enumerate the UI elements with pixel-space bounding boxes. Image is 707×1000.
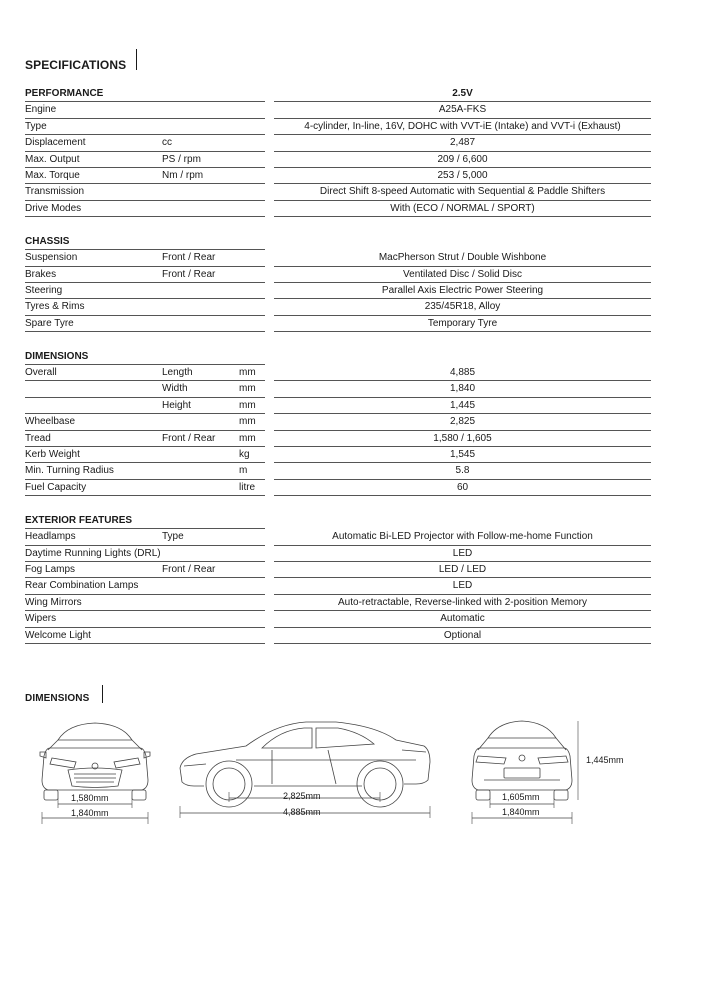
row-label: Max. Torque: [25, 169, 80, 181]
table-row: [25, 562, 651, 578]
table-row: [25, 201, 651, 217]
row-unit: litre: [239, 481, 256, 493]
grade-label: 2.5V: [452, 88, 473, 99]
table-row: [25, 299, 651, 315]
table-row: [25, 431, 651, 447]
row-label: Tyres & Rims: [25, 301, 85, 313]
table-row: [25, 102, 651, 118]
table-row: [25, 463, 651, 479]
row-label: Brakes: [25, 268, 57, 280]
table-row: [25, 595, 651, 611]
spec-section: [25, 513, 651, 644]
row-unit: m: [239, 465, 248, 477]
table-row: [25, 250, 651, 266]
row-label: Overall: [25, 367, 57, 379]
row-unit: mm: [239, 367, 256, 379]
row-value: 1,445: [449, 399, 476, 411]
row-value: With (ECO / NORMAL / SPORT): [390, 202, 535, 214]
table-row: [25, 119, 651, 135]
table-row: [25, 414, 651, 430]
table-row: [25, 316, 651, 332]
row-rule: [25, 365, 265, 381]
row-value: 4,885: [449, 367, 476, 379]
dimensions-title: [25, 693, 89, 704]
row-sub-label: Front / Rear: [162, 563, 216, 575]
row-sub-label: Nm / rpm: [162, 169, 204, 181]
row-value: LED: [452, 547, 473, 559]
row-value: LED: [452, 580, 473, 592]
page-title-text: SPECIFICATIONS: [25, 58, 127, 72]
front-tread-label: 1,580mm: [71, 793, 109, 803]
section-title: CHASSIS: [25, 235, 70, 247]
table-row: [25, 546, 651, 562]
row-label: Engine: [25, 104, 57, 116]
section-title: DIMENSIONS: [25, 350, 89, 362]
row-value: Automatic: [440, 613, 485, 625]
row-sub-label: Front / Rear: [162, 432, 216, 444]
row-label: Fuel Capacity: [25, 481, 87, 493]
table-row: [25, 365, 651, 381]
table-row: [25, 480, 651, 496]
spec-section: [25, 234, 651, 332]
row-value: 4-cylinder, In-line, 16V, DOHC with VVT-iE (Intake) and VVT-i (Exhaust): [304, 120, 621, 132]
table-row: [25, 529, 651, 545]
section-gap: [25, 496, 651, 513]
row-label: Wing Mirrors: [25, 596, 82, 608]
side-length-label: 4,885mm: [283, 807, 321, 817]
row-value: Parallel Axis Electric Power Steering: [381, 284, 544, 296]
spec-section: [25, 86, 651, 217]
row-sub-label: cc: [162, 137, 172, 149]
table-row: [25, 168, 651, 184]
page-title: [25, 58, 126, 72]
title-divider: [102, 685, 103, 703]
row-label: Tread: [25, 432, 51, 444]
row-label: Wipers: [25, 613, 57, 625]
row-label: Welcome Light: [25, 629, 91, 641]
row-value: Optional: [443, 629, 482, 641]
row-rule: [25, 119, 265, 135]
row-value: 1,840: [449, 383, 476, 395]
section-gap: [25, 332, 651, 349]
row-rule: [25, 611, 265, 627]
spec-section: [25, 349, 651, 497]
row-rule: [25, 398, 265, 414]
row-label: Max. Output: [25, 153, 80, 165]
row-label: Min. Turning Radius: [25, 465, 114, 477]
row-label: Displacement: [25, 137, 86, 149]
row-sub-label: Width: [162, 383, 188, 395]
row-value: Direct Shift 8-speed Automatic with Sequential & Paddle Shifters: [319, 186, 606, 198]
table-row: [25, 611, 651, 627]
row-sub-label: Front / Rear: [162, 252, 216, 264]
rear-height-label: 1,445mm: [586, 755, 624, 765]
table-row: [25, 398, 651, 414]
row-label: Rear Combination Lamps: [25, 580, 139, 592]
row-rule: [25, 381, 265, 397]
row-rule: [25, 267, 265, 283]
row-value: Auto-retractable, Reverse-linked with 2-position Memory: [338, 596, 587, 608]
row-value: MacPherson Strut / Double Wishbone: [378, 252, 547, 264]
row-unit: mm: [239, 383, 256, 395]
row-value: 1,545: [449, 449, 476, 460]
table-row: [25, 578, 651, 594]
row-value: 235/45R18, Alloy: [424, 301, 501, 313]
row-sub-label: Front / Rear: [162, 268, 216, 280]
row-label: Suspension: [25, 252, 78, 264]
side-wheelbase-label: 2,825mm: [283, 791, 321, 801]
table-row: [25, 381, 651, 397]
front-width-label: 1,840mm: [71, 808, 109, 818]
section-header: [25, 513, 651, 529]
row-label: Daytime Running Lights (DRL): [25, 547, 161, 559]
row-value: 5.8: [455, 465, 470, 477]
row-value: 2,487: [449, 137, 476, 149]
row-value: 2,825: [449, 416, 476, 428]
row-label: Spare Tyre: [25, 317, 74, 329]
section-header: [25, 349, 651, 365]
row-label: Fog Lamps: [25, 563, 76, 575]
dimension-drawings: [0, 710, 707, 840]
rear-tread-label: 1,605mm: [502, 792, 540, 802]
row-value: Temporary Tyre: [427, 317, 498, 329]
section-header: [25, 86, 651, 102]
row-value: 253 / 5,000: [437, 169, 488, 181]
section-header: [25, 234, 651, 250]
section-title: EXTERIOR FEATURES: [25, 514, 133, 526]
row-rule: [25, 102, 265, 118]
row-sub-label: Length: [162, 367, 193, 379]
table-row: [25, 267, 651, 283]
dimensions-title-text: DIMENSIONS: [25, 693, 90, 704]
table-row: [25, 135, 651, 151]
row-unit: mm: [239, 432, 256, 444]
row-unit: mm: [239, 416, 256, 428]
row-value: Automatic Bi-LED Projector with Follow-me-home Function: [332, 531, 593, 543]
section-title: PERFORMANCE: [25, 88, 104, 99]
row-sub-label: Type: [162, 531, 184, 543]
row-value: Ventilated Disc / Solid Disc: [403, 268, 522, 280]
table-row: [25, 447, 651, 463]
row-label: Wheelbase: [25, 416, 76, 428]
row-value: 209 / 6,600: [437, 153, 488, 165]
rear-width-label: 1,840mm: [502, 807, 540, 817]
row-label: Drive Modes: [25, 202, 82, 214]
row-label: Headlamps: [25, 531, 76, 543]
section-gap: [25, 217, 651, 234]
row-unit: mm: [239, 399, 256, 411]
row-unit: kg: [239, 449, 250, 460]
row-rule: [25, 431, 265, 447]
table-row: [25, 628, 651, 644]
table-row: [25, 283, 651, 299]
row-label: Type: [25, 120, 47, 132]
row-label: Transmission: [25, 186, 85, 198]
row-value: 1,580 / 1,605: [433, 432, 492, 444]
row-value: 60: [456, 481, 469, 493]
row-label: Kerb Weight: [25, 449, 80, 460]
row-sub-label: PS / rpm: [162, 153, 201, 165]
table-row: [25, 184, 651, 200]
title-divider: [136, 49, 137, 70]
row-sub-label: Height: [162, 399, 191, 411]
table-row: [25, 152, 651, 168]
specifications-table: [25, 86, 651, 644]
row-label: Steering: [25, 284, 63, 296]
row-value: LED / LED: [438, 563, 487, 575]
row-value: A25A-FKS: [438, 104, 487, 116]
